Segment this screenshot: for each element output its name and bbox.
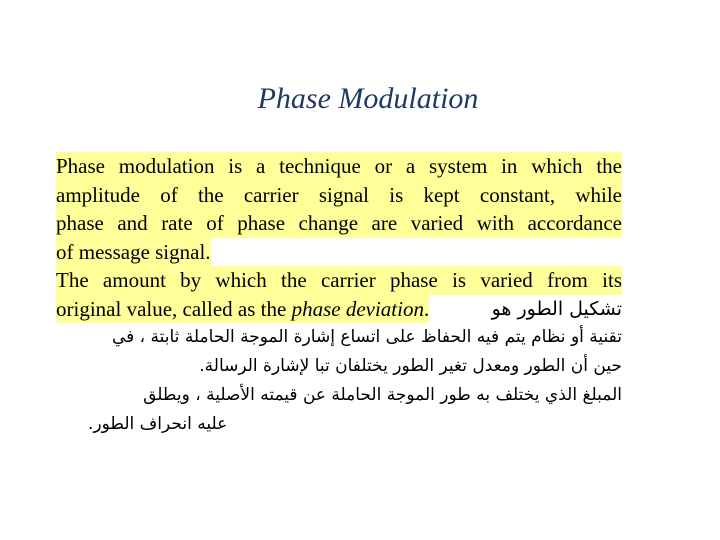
emphasis-text: phase deviation [291,296,424,321]
text-line-4 [56,238,622,267]
paragraph-text: Phase modulation is a technique or a system in which the [56,152,622,181]
arabic-line-3: المبلغ الذي يختلف به طور الموجة الحاملة عن قيمته الأصلية ، ويطلق [143,385,622,405]
slide-body [56,152,622,439]
arabic-line-1: تقنية أو نظام يتم فيه الحفاظ على اتساع إشارة الموجة الحاملة ثابتة ، في [111,327,622,347]
slide-title: Phase Modulation [257,82,479,115]
text-line-1 [56,152,622,181]
period-text: . [423,296,430,321]
text-line-2 [56,181,622,210]
arabic-line-4: عليه انحراف الطور. [88,414,228,434]
text-line-6 [56,295,622,324]
paragraph-text: The amount by which the carrier phase is varied from its [56,266,622,295]
arabic-line-2: حين أن الطور ومعدل تغير الطور يختلفان تبا لإشارة الرسالة. [199,356,622,376]
paragraph-text: phase and rate of phase change are varied with accordance [56,209,622,238]
mixed-english-text [56,295,429,324]
text-line-5 [56,266,622,295]
text-line-3 [56,209,622,238]
paragraph-text: amplitude of the carrier signal is kept constant, while [56,181,622,210]
paragraph-text: original value, called as the [56,296,292,321]
paragraph-text: of message signal. [56,238,211,267]
arabic-inline-text: تشكيل الطور هو [491,297,622,320]
